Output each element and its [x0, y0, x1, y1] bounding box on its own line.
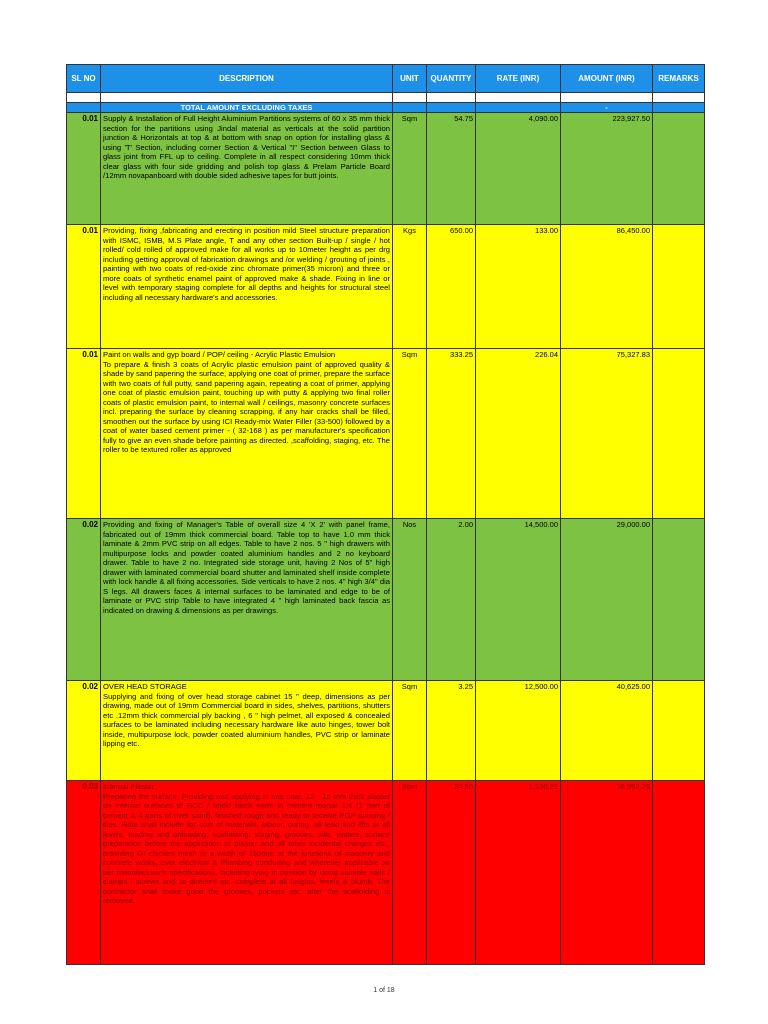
item-unit: Sqm — [393, 113, 427, 225]
item-remarks — [653, 113, 705, 225]
item-rate: 4,090.00 — [476, 113, 561, 225]
item-quantity: 3.25 — [427, 681, 476, 781]
item-remarks — [653, 781, 705, 965]
item-amount: 86,450.00 — [561, 225, 653, 349]
item-unit: Kgs — [393, 225, 427, 349]
item-sl-no: 0.02 — [67, 519, 101, 681]
spacer-row — [67, 93, 705, 103]
item-row — [67, 681, 705, 781]
item-unit: Nos — [393, 519, 427, 681]
header-unit: UNIT — [393, 65, 427, 93]
item-row — [67, 225, 705, 349]
item-description — [101, 113, 393, 225]
item-sl-no: 0.03 — [67, 781, 101, 965]
item-unit: Sqm — [393, 349, 427, 519]
item-description-text: Providing, fixing ,fabricating and erecting in position mild Steel structure preparation with ISMC, ISMB, M.S Plate angle, T and any other section Built-up / single / hot rolled/ cold rolled of approved make for all works up to 10meter height as per drg including getting approval of fabrication drawings and /or welding / grouting of joints , painting with two coats of red-oxide zinc chromate primer(35 micron) and three or more coats of synthetic enamel paint of approved make & shade. Fixing in line or level with temporary staging complete for all depths and heights for structural steel including all necessary hardware's and accessories. — [103, 226, 390, 302]
header-remarks: REMARKS — [653, 65, 705, 93]
item-rate: 133.00 — [476, 225, 561, 349]
item-quantity: 333.25 — [427, 349, 476, 519]
page-number: 1 of 18 — [373, 987, 395, 994]
item-amount: 75,327.83 — [561, 349, 653, 519]
header-sl-no: SL NO — [67, 65, 101, 93]
total-label: TOTAL AMOUNT EXCLUDING TAXES — [101, 103, 393, 113]
item-description-text: Supply & Installation of Full Height Aluminium Partitions systems of 60 x 35 mm thick section for the partitions using Jindal material as verticals at the solid partition junction & Horizontals at top & at bottom with snap on option for installing glass & using 'T' Section, including corner Section & Vertical "I" Section between Glass to glass joint from FFL up to ceiling. Complete in all respect considering 10mm thick clear glass with four side gridding and polish top glass & Prelam Particle Board /12mm novapanboard with double sided adhesive tapes for butt joints. — [103, 114, 390, 180]
item-remarks — [653, 519, 705, 681]
item-rate: 226.04 — [476, 349, 561, 519]
item-description-text: Supplying and fixing of over head storage cabinet 15 " deep, dimensions as per drawing, made out of 19mm Commercial board in sides, shelves, partitions, shutters etc .12mm thick commercial ply backing , 6 " high pelmet, all exposed & concealed surfaces to be laminated including necessary hardware like auto hinges, tower bolt inside, multipurpose lock, powder coated aluminium handles, PVC strip or laminate lipping etc. — [103, 691, 390, 748]
header-row — [67, 65, 705, 93]
item-description — [101, 519, 393, 681]
item-quantity: 34.50 — [427, 781, 476, 965]
item-quantity: 2.00 — [427, 519, 476, 681]
item-rate: 1,130.21 — [476, 781, 561, 965]
item-description-text: Preparing the surface, Providing and applying in one coat, 12 - 15 mm thick plaster on internal surfaces of RCC / brick/ block walls in cement mortar 1:4 (1 part of cement & 4 parts of river sand), finished rough and ready to receive POP punning / tiles. Rate shall include for cost of materials, labour, curing, all lead and lifts at all levels, loading and unloading, scaffolding, staging, grooves, sills, patties, surface preparation before the application of plaster and all other incidental charges etc., providing GI chicken mesh to a width of 150mm at the junctions of masonry and concrete works, over electrical & Plumbing conduiting and wherever applicable as per manufacturer's specifications, including tying in position by using suitable nails / clamps / screws and as directed etc. complete at all heights, levels & plumb. The contractor shall make good the grooves, pockets etc. after the scaffolding is removed. — [103, 791, 390, 905]
item-remarks — [653, 225, 705, 349]
item-unit: Sqm — [393, 781, 427, 965]
item-row — [67, 519, 705, 681]
boq-table — [66, 64, 705, 965]
item-sl-no: 0.01 — [67, 113, 101, 225]
item-remarks — [653, 681, 705, 781]
item-row — [67, 349, 705, 519]
item-sl-no: 0.01 — [67, 349, 101, 519]
item-title: Paint on walls and gyp board / POP/ ceiling - Acrylic Plastic Emulsion — [103, 350, 336, 359]
item-quantity: 54.75 — [427, 113, 476, 225]
item-amount: 40,625.00 — [561, 681, 653, 781]
total-value: - — [561, 103, 653, 113]
item-title: Internal Plaster — [103, 782, 155, 791]
item-description — [101, 681, 393, 781]
item-description — [101, 349, 393, 519]
item-quantity: 650.00 — [427, 225, 476, 349]
item-description — [101, 225, 393, 349]
header-quantity: QUANTITY — [427, 65, 476, 93]
item-remarks — [653, 349, 705, 519]
item-description-text: To prepare & finish 3 coats of Acrylic plastic emulsion paint of approved quality & shade by sand papering the surface, applying one coat of primer, prepare the surface with two coats of full putty, sand papering again, repeating a coat of primer, applying one coat of plastic emulsion paint, touching up with putty & applying two final roller coats of plastic emulsion paint, to internal wall / ceilings, masonry concrete surfaces incl. preparing the surface by cleaning scrapping, if any hair cracks shall be filled, smoothen out the surface by using ICI Ready-mix Water Filler (33-500) followed by a coat of water based cement primer - ( 32-168 ) as per manufacturer's specification fully to give an even shade before painting as directed. ,scaffolding, staging, etc. The roller to be textured roller as approved — [103, 359, 390, 454]
total-row — [67, 103, 705, 113]
header-rate: RATE (INR) — [476, 65, 561, 93]
item-amount: 38,992.25 — [561, 781, 653, 965]
header-description: DESCRIPTION — [101, 65, 393, 93]
header-amount: AMOUNT (INR) — [561, 65, 653, 93]
item-description-text: Providing and fixing of Manager's Table of overall size 4 'X 2' with panel frame, fabricated out of 19mm thick commercial board. Table top to have 1.0 mm thick laminate & 2mm PVC strip on all edges. Table to have 2 nos. 5 " high drawers with multipurpose locks and powder coated aluminium handles and 2 no keyboard drawer. Table to have 2 no. Integrated side storage unit, having 2 Nos of 5" high drawer with laminated commercial board shutter and laminated shelf inside complete with lock handle & all fixing accessories. Side verticals to have 2 nos. 4" high 3/4" dia S legs. All drawers faces & internal surfaces to be laminated and edge to be of laminate or PVC strip Table to have integrated 4 " high laminated back fascia as indicated on drawing & dimensions as per drawings. — [103, 520, 390, 615]
item-sl-no: 0.01 — [67, 225, 101, 349]
item-description — [101, 781, 393, 965]
item-amount: 29,000.00 — [561, 519, 653, 681]
item-rate: 14,500.00 — [476, 519, 561, 681]
item-row — [67, 113, 705, 225]
item-row — [67, 781, 705, 965]
item-title: OVER HEAD STORAGE — [103, 682, 187, 691]
item-sl-no: 0.02 — [67, 681, 101, 781]
item-unit: Sqm — [393, 681, 427, 781]
item-rate: 12,500.00 — [476, 681, 561, 781]
item-amount: 223,927.50 — [561, 113, 653, 225]
